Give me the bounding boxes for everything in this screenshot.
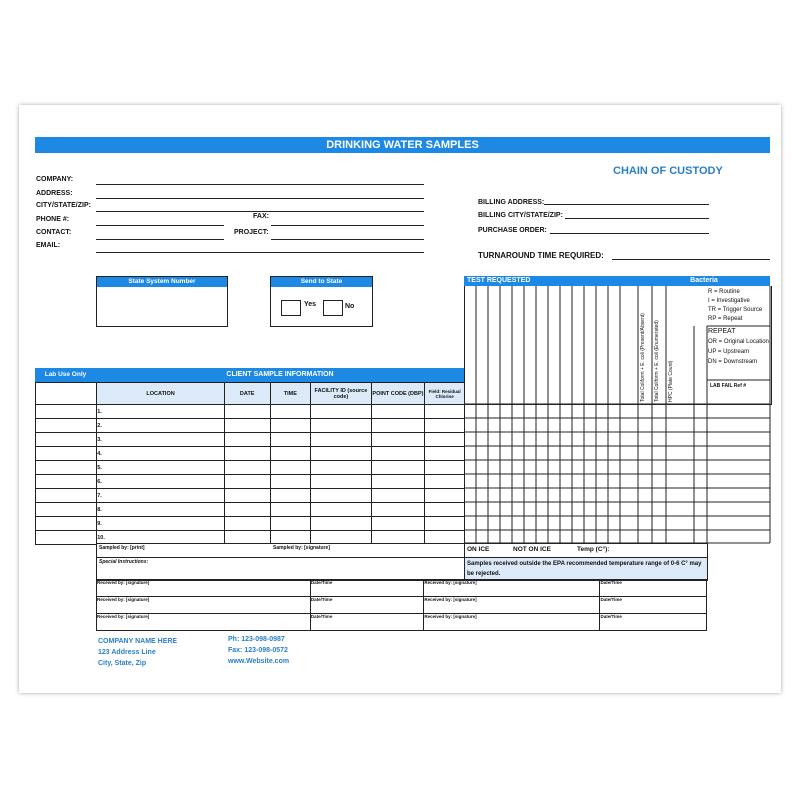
billing-address-label: BILLING ADDRESS: [478, 199, 545, 206]
test-row-lines [464, 382, 771, 544]
col-residual-chlorine: Field: Residual Chlorine [425, 383, 465, 405]
address-label: ADDRESS: [36, 190, 73, 197]
special-instructions-label: Special Instructions: [99, 559, 149, 565]
contact-field[interactable] [96, 239, 224, 240]
not-on-ice-label[interactable]: NOT ON ICE [513, 546, 551, 553]
company-address: 123 Address Line [98, 649, 156, 656]
billing-city-label: BILLING CITY/STATE/ZIP: [478, 212, 563, 219]
phone-label: PHONE #: [36, 216, 70, 223]
footer-company [98, 636, 177, 669]
received-by-6: Received by: [signature] [424, 614, 600, 631]
address-field[interactable] [96, 198, 424, 199]
table-row[interactable] [36, 433, 465, 447]
table-row[interactable] [36, 405, 465, 419]
table-row[interactable] [36, 461, 465, 475]
form-title: DRINKING WATER SAMPLES [35, 137, 770, 153]
send-to-state-box [270, 276, 373, 327]
col-time: TIME [270, 383, 311, 405]
purchase-order-field[interactable] [550, 233, 709, 234]
send-to-state-label: Send to State [271, 277, 372, 287]
chain-of-custody-heading: CHAIN OF CUSTODY [613, 165, 723, 177]
row-number: 9. [97, 517, 225, 531]
col-hpc: HPC (Plate Count) [668, 360, 674, 402]
company-field[interactable] [96, 184, 424, 185]
state-system-label: State System Number [97, 277, 227, 287]
bacteria-legend-1 [708, 288, 762, 324]
received-date-3: Date/Time [310, 597, 423, 614]
project-field[interactable] [271, 239, 424, 240]
table-row[interactable] [36, 447, 465, 461]
row-number: 3. [97, 433, 225, 447]
legend-upstream: UP = Upstream [708, 349, 750, 355]
row-number: 2. [97, 419, 225, 433]
table-row[interactable] [36, 503, 465, 517]
legend-trigger: TR = Trigger Source [708, 307, 763, 313]
received-row[interactable] [97, 580, 707, 597]
legend-investigative: I = Investigative [708, 298, 750, 304]
col-total-coliform-enum: Total Coliform + E. coli (Enumerated) [654, 320, 660, 402]
table-row[interactable] [36, 419, 465, 433]
yes-checkbox[interactable] [281, 300, 301, 316]
legend-original: OR = Original Location [708, 339, 769, 345]
row-number: 7. [97, 489, 225, 503]
lab-use-only: Lab Use Only [35, 368, 96, 382]
city-field[interactable] [96, 211, 424, 212]
received-date-1: Date/Time [310, 580, 423, 597]
client-sample-info-header: CLIENT SAMPLE INFORMATION [96, 368, 464, 382]
received-date-4: Date/Time [600, 597, 707, 614]
row-number: 4. [97, 447, 225, 461]
received-by-5: Received by: [signature] [97, 614, 311, 631]
sampled-by-print: Sampled by: [print] [99, 545, 145, 551]
company-name: COMPANY NAME HERE [98, 638, 178, 645]
table-row[interactable] [36, 489, 465, 503]
temp-label: Temp (C°): [577, 546, 610, 553]
temperature-note-box [464, 557, 708, 581]
row-number: 6. [97, 475, 225, 489]
col-point-code: POINT CODE (DBP) [371, 383, 425, 405]
row-number: 8. [97, 503, 225, 517]
on-ice-label[interactable]: ON ICE [467, 546, 490, 553]
legend-repeat: RP = Repeat [708, 316, 743, 322]
col-location: LOCATION [97, 383, 225, 405]
no-label: No [345, 303, 355, 310]
city-label: CITY/STATE/ZIP: [36, 202, 91, 209]
lab-fail-label: LAB FAIL Ref # [710, 383, 747, 389]
repeat-label: REPEAT [708, 328, 736, 335]
sampled-by-signature: Sampled by: [signature] [273, 545, 330, 551]
phone-field[interactable] [96, 225, 224, 226]
received-by-1: Received by: [signature] [97, 580, 311, 597]
email-field[interactable] [96, 252, 424, 253]
table-row[interactable] [36, 517, 465, 531]
billing-city-field[interactable] [565, 218, 709, 219]
no-checkbox[interactable] [323, 300, 343, 316]
state-system-box[interactable] [96, 276, 228, 327]
billing-address-field[interactable] [544, 204, 709, 205]
received-date-2: Date/Time [600, 580, 707, 597]
received-row[interactable] [97, 597, 707, 614]
col-facility-id: FACILITY ID (source code) [311, 383, 372, 405]
yes-label: Yes [304, 301, 317, 308]
bacteria-legend-2 [708, 327, 769, 367]
col-total-coliform-pa: Total Coliform + E. coli (Present/Absent) [640, 313, 646, 402]
bacteria-header: Bacteria [638, 276, 770, 286]
received-table [96, 579, 707, 631]
temperature-note: Samples received outside the EPA recommended temperature range of 0-6 C° may be rejected. [467, 561, 702, 577]
turnaround-field[interactable] [612, 259, 770, 260]
row-number: 10. [97, 531, 225, 545]
contact-label: CONTACT: [36, 229, 72, 236]
received-by-2: Received by: [signature] [424, 580, 600, 597]
email-label: EMAIL: [36, 242, 61, 249]
project-label: PROJECT: [234, 229, 269, 236]
received-by-3: Received by: [signature] [97, 597, 311, 614]
legend-downstream: DN = Downstream [708, 359, 758, 365]
company-city: City, State, Zip [98, 660, 147, 667]
special-instructions-box[interactable] [96, 557, 466, 581]
sample-table [35, 382, 465, 545]
fax-field[interactable] [271, 225, 424, 226]
test-requested-header: TEST REQUESTED [464, 276, 638, 286]
row-number: 5. [97, 461, 225, 475]
fax-label: FAX: [253, 213, 269, 220]
company-label: COMPANY: [36, 176, 74, 183]
turnaround-label: TURNAROUND TIME REQUIRED: [478, 251, 604, 260]
received-date-5: Date/Time [310, 614, 423, 631]
received-row[interactable] [97, 614, 707, 631]
company-website[interactable]: www.Website.com [228, 658, 290, 665]
received-date-6: Date/Time [600, 614, 707, 631]
row-number: 1. [97, 405, 225, 419]
lab-use-header-cell [36, 383, 97, 405]
legend-routine: R = Routine [708, 289, 740, 295]
company-fax: Fax: 123-098-0572 [228, 647, 288, 654]
purchase-order-label: PURCHASE ORDER: [478, 227, 547, 234]
col-date: DATE [224, 383, 270, 405]
company-phone: Ph: 123-098-0987 [228, 636, 285, 643]
table-row[interactable] [36, 475, 465, 489]
received-by-4: Received by: [signature] [424, 597, 600, 614]
footer-contact [228, 634, 289, 667]
